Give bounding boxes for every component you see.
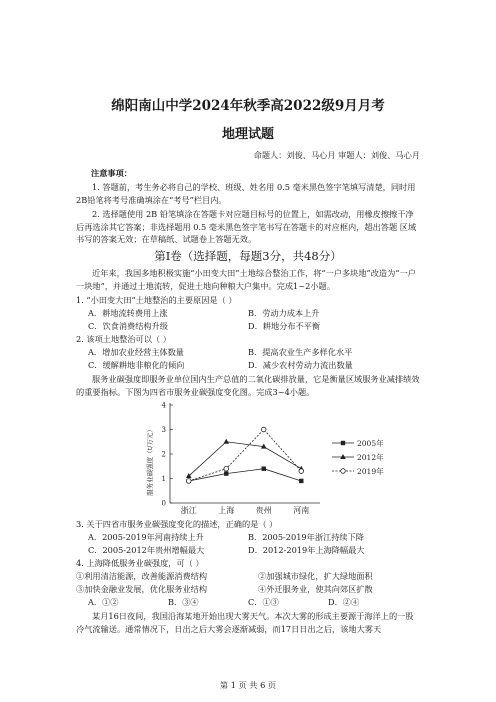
- chart-y-axis-label: 服务业碳强度（t/万元）: [146, 426, 154, 496]
- y-tick-label: 2: [161, 450, 166, 459]
- q4-item-1: ①利用清洁能源，改善能源消费结构: [76, 571, 208, 581]
- data-point: [261, 427, 266, 432]
- q3-option-d: D．2012-2019年上海降幅最大: [248, 545, 365, 555]
- q2-option-b: B．提高农业生产多样化水平: [248, 347, 353, 357]
- q2-option-a: A．增加农业经营主体数量: [88, 347, 184, 357]
- legend-label: 2019年: [357, 467, 384, 476]
- notice-item-1: 1. 答题前，考生务必将自己的学校、班级、姓名用 0.5 毫米黑色签字笔填写清楚，同时用2B铅笔将考号准确填涂在“考号”栏目内。: [76, 182, 416, 205]
- q4-option-a: A．①②: [88, 597, 119, 607]
- x-tick-label: 上海: [218, 506, 235, 515]
- q3-option-b: B．2005-2019年浙江持续下降: [248, 532, 364, 542]
- data-point: [224, 466, 229, 471]
- section-title: 第Ⅰ卷（选择题，每题3分，共48分）: [154, 249, 342, 263]
- data-point: [186, 479, 191, 484]
- legend-marker: [341, 441, 345, 445]
- x-tick-label: 浙江: [180, 506, 197, 515]
- question-1: 1. “小田变大田”土地整治的主要原因是（ ）: [76, 295, 237, 305]
- legend-marker: [340, 454, 346, 459]
- q3-option-c: C．2005-2012年贵州增幅最大: [88, 545, 205, 555]
- x-tick-label: 贵州: [255, 506, 272, 515]
- intro-passage-1: 近年来，我国多地积极实施“小田变大田”土地综合整治工作，将“一户多块地”改造为“一户一块地”，并通过土地流转，促进土地向种粮大户集中。完成1~2小题。: [76, 268, 416, 291]
- q1-option-b: B．劳动力成本上升: [248, 308, 320, 318]
- legend-label: 2012年: [357, 453, 384, 462]
- series-line: [189, 430, 302, 481]
- q4-option-b: B．③④: [168, 597, 199, 607]
- x-tick-label: 河南: [293, 506, 310, 515]
- notice-item-2: 2. 选择题使用 2B 铅笔填涂在答题卡对应题目标号的位置上，如需改动，用橡皮擦擦干净后再选涂其它答案；非选择题用 0.5 毫米黑色签字笔书写在答题卡的对应框内，超出答题 区域书写的答案无效；在草稿纸、试题卷上答题无效。: [76, 209, 417, 244]
- y-tick-label: 1: [161, 475, 166, 483]
- q1-option-d: D．耕地分布不平衡: [248, 321, 321, 331]
- question-3: 3. 关于四省市服务业碳强度变化的描述，正确的是（ ）: [76, 519, 278, 529]
- q1-option-a: A．耕地流转费用上涨: [88, 308, 168, 318]
- q4-option-c: C．①③: [248, 597, 279, 607]
- data-point: [224, 471, 228, 475]
- carbon-intensity-chart: [140, 399, 420, 517]
- data-point: [299, 479, 303, 483]
- intro-passage-2: 服务业碳强度即服务业单位国内生产总值的二氧化碳排放量，它是衡量区域服务业减排绩效的重要指标。下图为四省市服务业碳强度变化图。完成3~4小题。: [76, 374, 420, 397]
- q4-item-2: ②加强城市绿化，扩大绿地面积: [258, 571, 373, 581]
- y-tick-label: 0: [161, 499, 166, 508]
- page-footer: 第 1 页 共 6 页: [219, 680, 277, 690]
- q3-option-a: A．2005-2019年河南持续上升: [88, 532, 204, 542]
- q2-option-c: C．缓解耕地非粮化的倾向: [88, 360, 185, 370]
- intro-passage-3: 某月16日夜间，我国沿海某地开始出现大雾天气。本次大雾的形成主要源于海洋上的一股冷气流输送。通常情况下，日出之后大雾会逐渐减弱，而17日日出之后，该地大雾天: [76, 611, 414, 634]
- data-point: [299, 469, 304, 474]
- question-4: 4. 上海降低服务业碳强度，可（ ）: [76, 558, 204, 568]
- q2-option-d: D．减少农村劳动力流出数量: [248, 360, 353, 370]
- data-point: [223, 439, 229, 444]
- legend-marker: [341, 469, 346, 474]
- q4-item-4: ④外迁服务业，使其向郊区扩散: [258, 584, 373, 594]
- q4-option-d: D．②④: [328, 597, 360, 607]
- y-tick-label: 3: [161, 426, 166, 434]
- data-point: [262, 467, 266, 471]
- y-tick-label: 4: [161, 401, 166, 410]
- subject-title: 地理试题: [221, 127, 274, 142]
- notice-heading: 注意事项：: [91, 168, 132, 178]
- exam-title: 绵阳南山中学2024年秋季高2022级9月月考: [111, 98, 385, 114]
- question-2: 2. 该项土地整治可以（ ）: [76, 334, 171, 344]
- series-line: [189, 469, 302, 481]
- author-line: 命题人：刘俊、马心月 审题人：刘俊、马心月: [253, 150, 420, 160]
- q4-item-3: ③加快金融业发展，优化服务业结构: [76, 584, 208, 594]
- q1-option-c: C．饮食消费结构升级: [88, 321, 168, 331]
- legend-label: 2005年: [357, 439, 384, 448]
